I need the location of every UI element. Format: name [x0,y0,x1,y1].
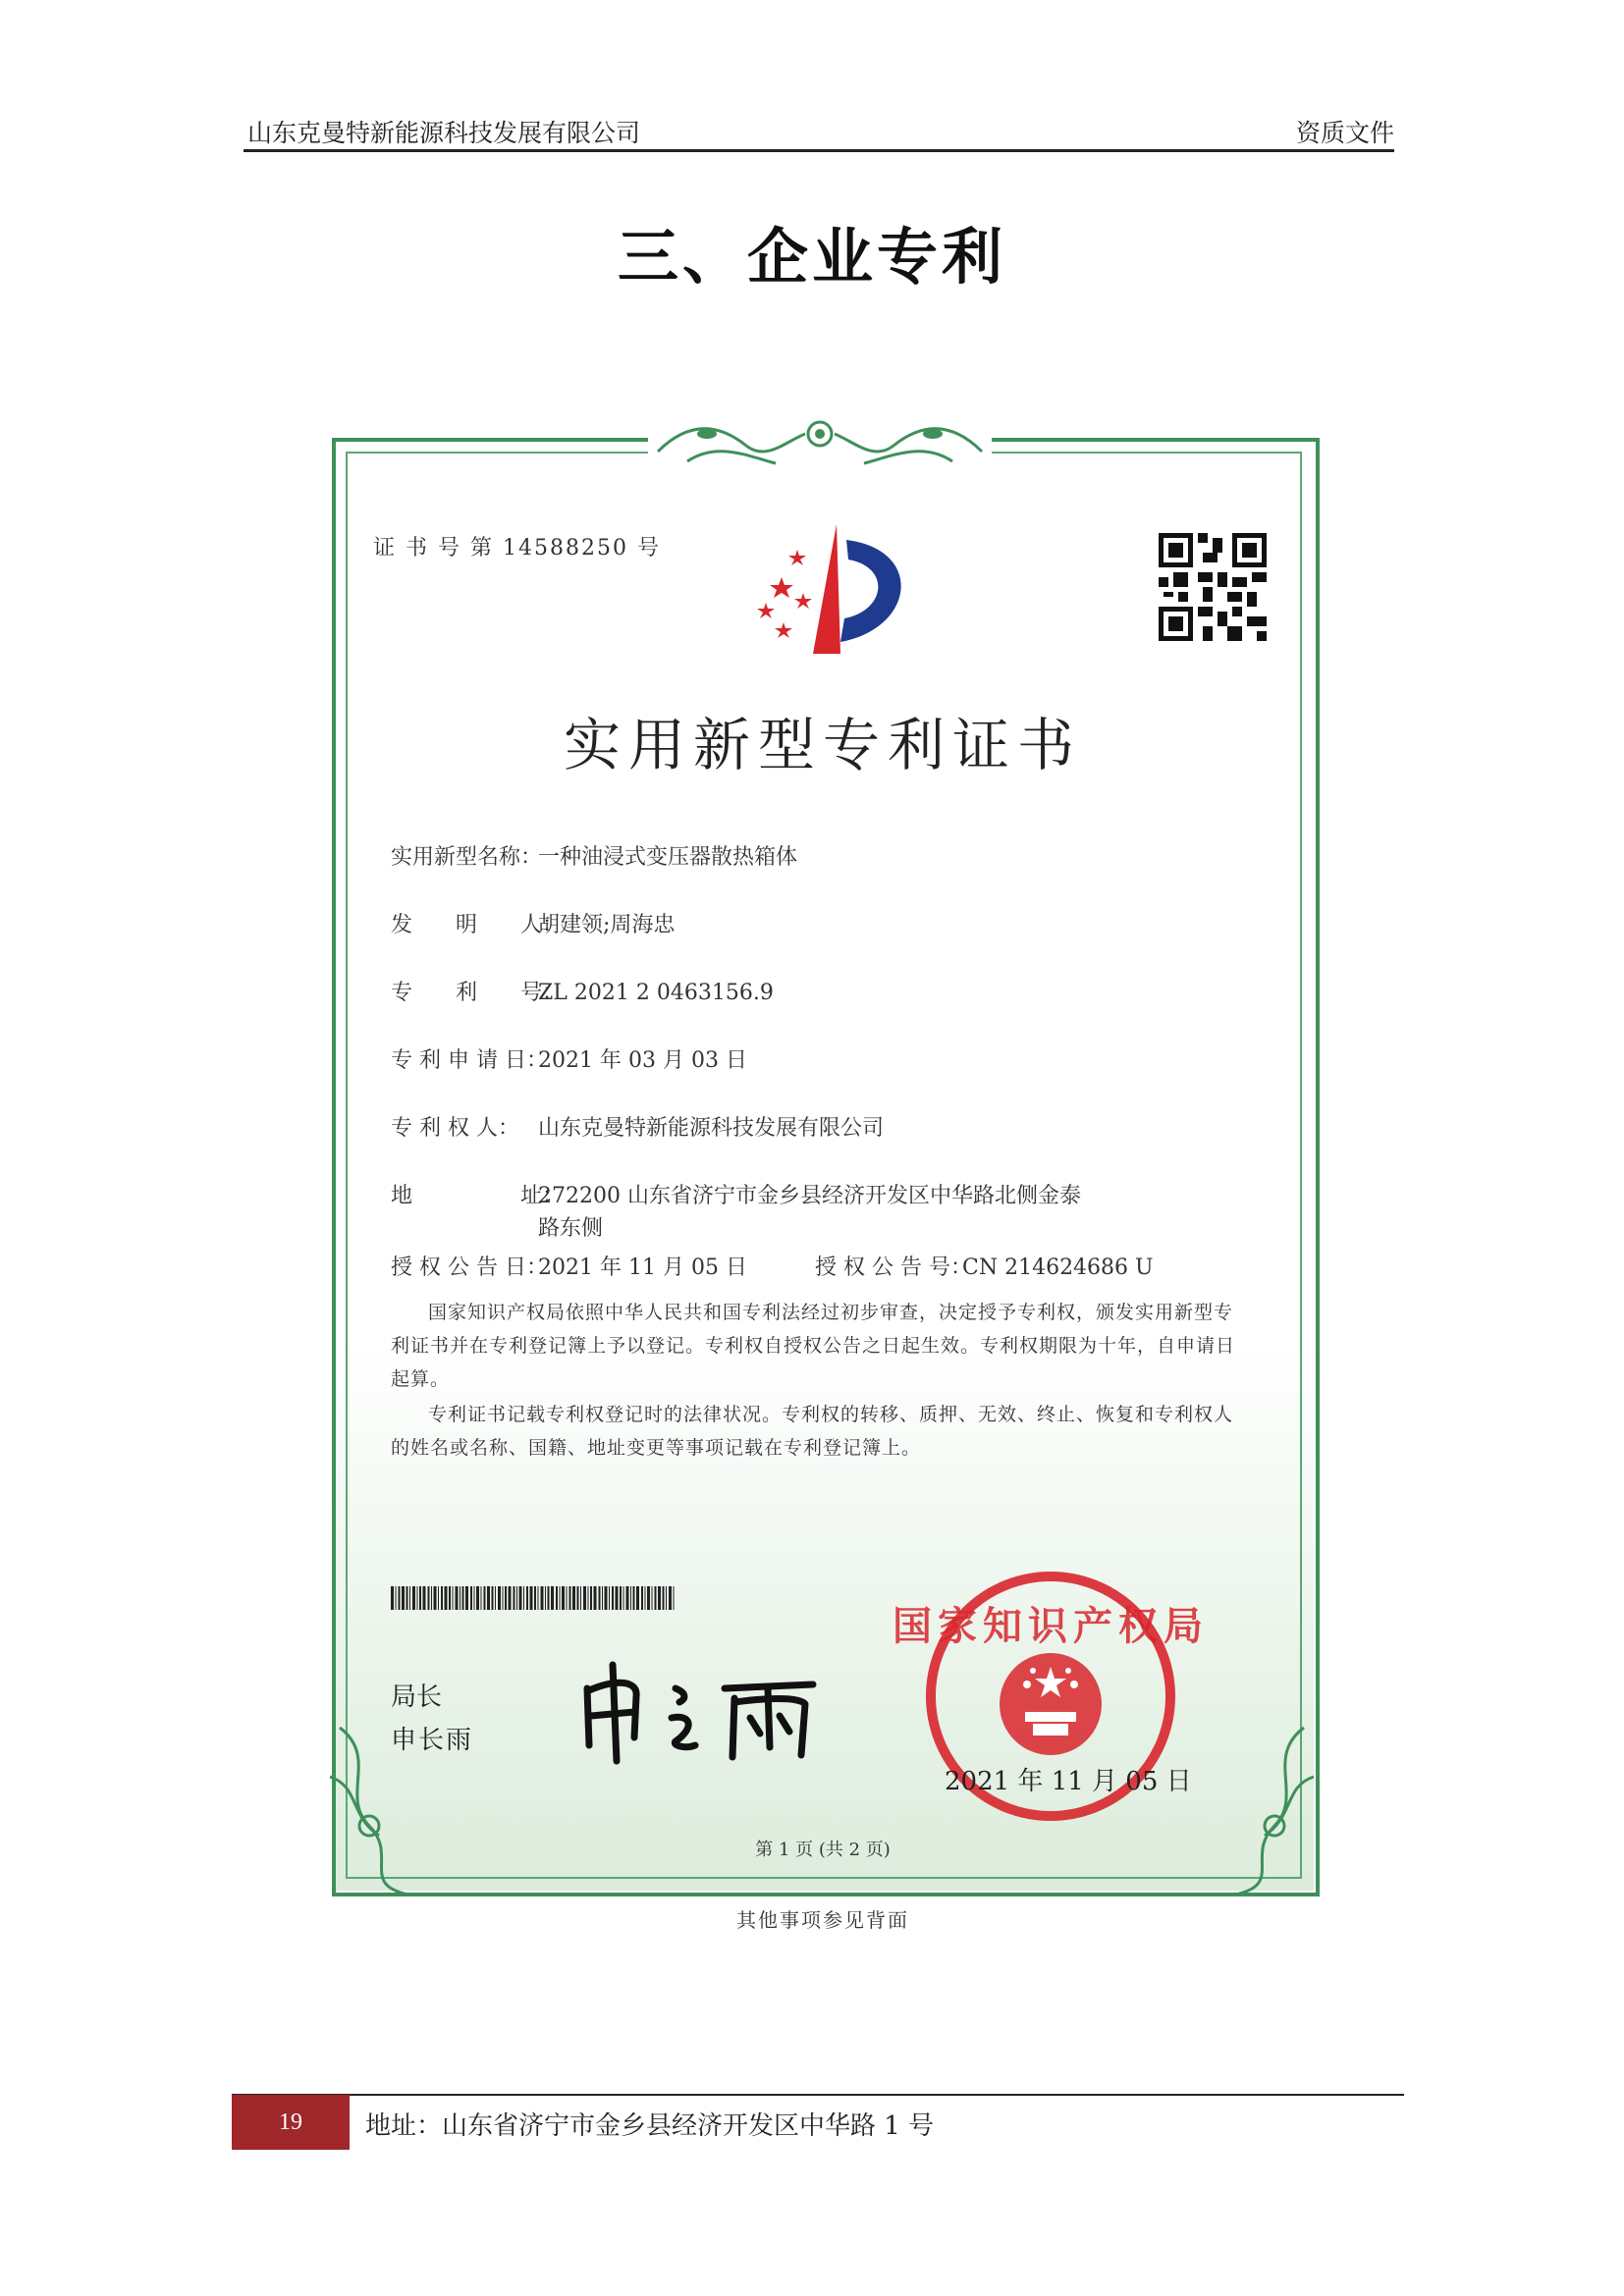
field-label: 授 权 公 告 号： [815,1255,972,1280]
patent-office-logo-icon [738,520,911,658]
seal-date: 2021 年 11 月 05 日 [945,1767,1192,1796]
bottom-right-corner-ornament-icon [1216,1718,1324,1904]
certificate-paragraph-1: 国家知识产权局依照中华人民共和国专利法经过初步审查，决定授予专利权，颁发实用新型专利证书并在专利登记簿上予以登记。专利权自授权公告之日起生效。专利权期限为十年，自申请日起算。 [391,1302,1236,1390]
field-patentee [391,1111,884,1142]
certificate-page-count: 第 1 页 (共 2 页) [755,1840,891,1860]
field-label: 实用新型名称： [391,845,543,870]
field-value: 一种油浸式变压器散热箱体 [538,845,798,870]
barcode-icon [391,1586,676,1610]
qr-code-icon [1159,533,1267,641]
see-back-note: 其他事项参见背面 [736,1908,909,1932]
signer-name: 申长雨 [391,1726,474,1755]
field-patent-number [391,976,774,1006]
field-address-continued [391,1211,603,1242]
handwritten-signature-icon [577,1659,823,1767]
field-grant-date [391,1251,747,1281]
page-number-badge: 19 [232,2095,350,2150]
field-address [391,1179,1081,1209]
field-value: 路东侧 [538,1216,604,1241]
header-divider [244,149,1394,152]
field-label: 地 址： [391,1184,565,1208]
field-label: 授 权 公 告 日： [391,1255,548,1280]
field-value: 胡建领;周海忠 [538,913,676,937]
field-value: ZL 2021 2 0463156.9 [538,981,774,1005]
field-value: 山东克曼特新能源科技发展有限公司 [538,1116,885,1141]
signer-role: 局长 [391,1682,443,1712]
field-value: 2021 年 03 月 03 日 [538,1048,747,1073]
field-label: 专 利 号： [391,981,565,1005]
certificate-number: 证 书 号 第 14588250 号 [373,536,661,561]
top-ornament-icon [648,412,992,473]
field-label: 专 利 申 请 日： [391,1048,548,1073]
field-inventor [391,908,675,938]
field-label: 专 利 权 人： [391,1116,519,1141]
certificate-title: 实用新型专利证书 [563,712,1082,778]
field-value: 272200 山东省济宁市金乡县经济开发区中华路北侧金泰 [538,1184,1081,1208]
section-title: 三、企业专利 [617,221,1006,293]
footer-divider [232,2094,1404,2096]
header-doc-type: 资质文件 [1295,119,1394,147]
field-grant-number [815,1251,1154,1281]
field-label: 发 明 人： [391,913,565,937]
header-company: 山东克曼特新能源科技发展有限公司 [247,119,641,147]
seal-text: 国家知识产权局 [893,1604,1209,1649]
field-model-name [391,840,797,871]
field-value: CN 214624686 U [962,1255,1154,1280]
footer-address: 地址：山东省济宁市金乡县经济开发区中华路 1 号 [365,2111,935,2141]
certificate-paragraph-2: 专利证书记载专利权登记时的法律状况。专利权的转移、质押、无效、终止、恢复和专利权人的姓名或名称、国籍、地址变更等事项记载在专利登记簿上。 [391,1404,1234,1459]
field-application-date [391,1043,747,1074]
field-value: 2021 年 11 月 05 日 [538,1255,747,1280]
